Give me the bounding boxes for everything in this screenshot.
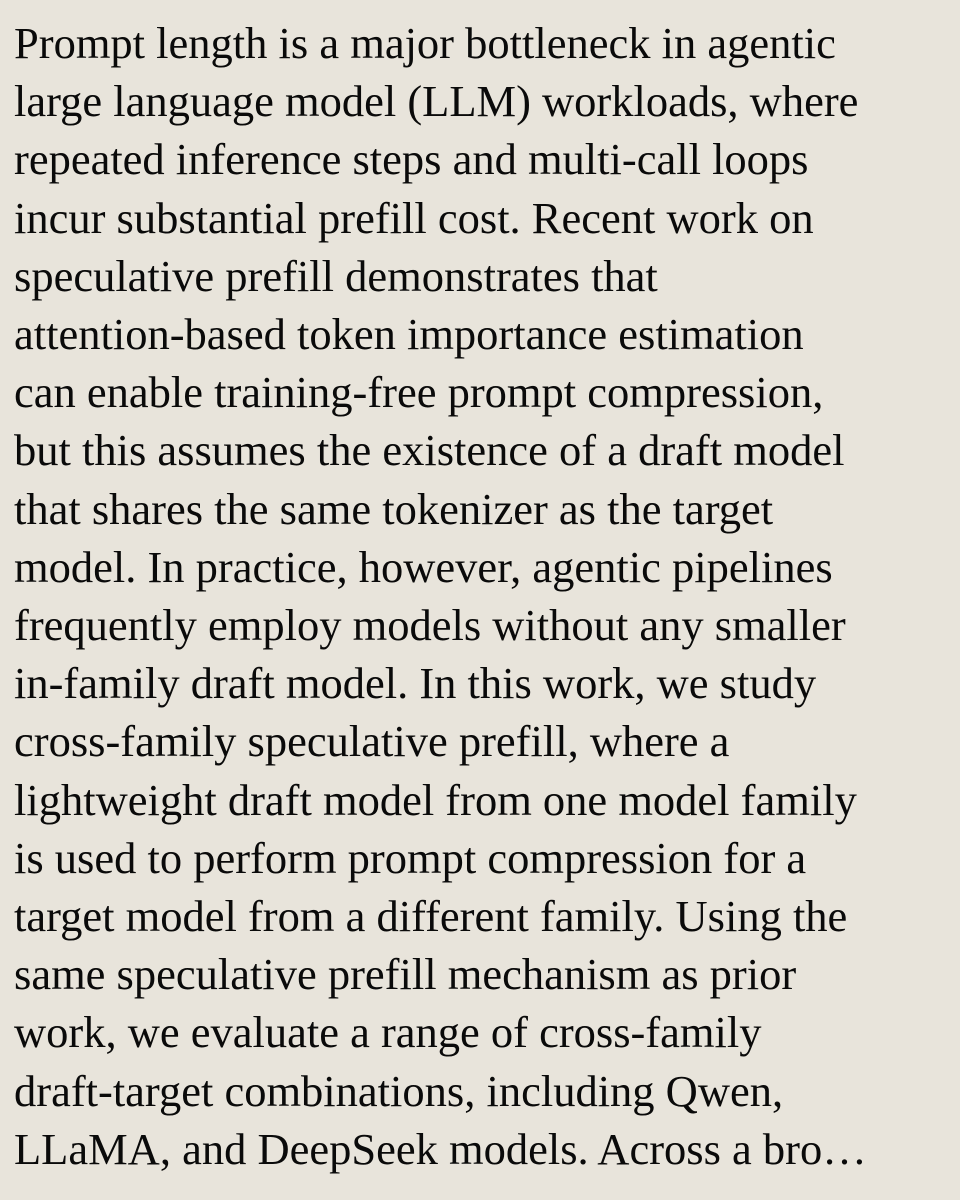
abstract-line: large language model (LLM) workloads, where: [14, 76, 859, 127]
abstract-line: cross-family speculative prefill, where a: [14, 716, 730, 767]
abstract-line: draft-target combinations, including Qwen,: [14, 1065, 784, 1116]
abstract-line: lightweight draft model from one model family: [14, 774, 857, 825]
abstract-line: speculative prefill demonstrates that: [14, 250, 658, 301]
abstract-line: attention-based token importance estimation: [14, 309, 804, 360]
abstract-line: can enable training-free prompt compression,: [14, 367, 824, 418]
abstract-line: repeated inference steps and multi-call loops: [14, 134, 809, 185]
abstract-line: same speculative prefill mechanism as prior: [14, 949, 797, 1000]
abstract-line: work, we evaluate a range of cross-family: [14, 1007, 762, 1058]
abstract-line: that shares the same tokenizer as the target: [14, 483, 774, 534]
abstract-line: target model from a different family. Using the: [14, 891, 848, 942]
abstract-line: in-family draft model. In this work, we study: [14, 658, 817, 709]
abstract-line: Prompt length is a major bottleneck in agentic: [14, 18, 836, 68]
abstract-line: frequently employ models without any smaller: [14, 600, 846, 651]
abstract-line: but this assumes the existence of a draft model: [14, 425, 845, 476]
abstract-line: incur substantial prefill cost. Recent work on: [14, 192, 814, 243]
abstract-paragraph: [14, 14, 960, 1178]
abstract-line: LLaMA, and DeepSeek models. Across a bro…: [14, 1123, 867, 1174]
abstract-line: model. In practice, however, agentic pipelines: [14, 541, 833, 592]
abstract-line: is used to perform prompt compression for a: [14, 832, 807, 883]
